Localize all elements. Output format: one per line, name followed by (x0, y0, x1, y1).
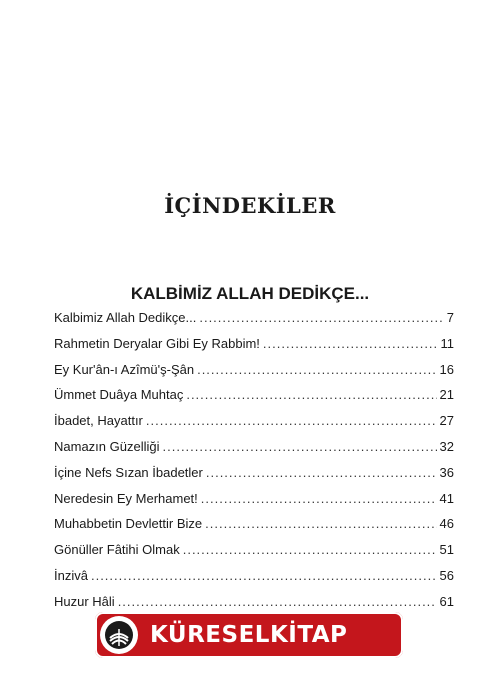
dot-leader (197, 362, 436, 377)
dot-leader (186, 387, 436, 402)
dot-leader (199, 310, 443, 325)
toc-entry-page: 46 (439, 516, 454, 532)
toc-entry-page: 51 (439, 542, 454, 558)
dot-leader (201, 491, 437, 506)
toc-entry-page: 61 (439, 593, 454, 609)
toc-entry-page: 27 (439, 413, 454, 429)
page-title: İÇİNDEKİLER (164, 193, 336, 218)
dot-leader (146, 413, 437, 428)
globe-book-icon (100, 616, 138, 654)
toc-entry-page: 36 (439, 464, 454, 480)
toc-entry-title: Rahmetin Deryalar Gibi Ey Rabbim! (54, 335, 260, 351)
toc-entry-title: Gönüller Fâtihi Olmak (54, 542, 180, 558)
toc-entry-title: İçine Nefs Sızan İbadetler (54, 464, 203, 480)
toc-entry (54, 387, 454, 413)
toc-entry (54, 465, 454, 491)
toc-entry-title: Ey Kur'ân-ı Azîmü'ş-Şân (54, 361, 195, 377)
toc-entry (54, 310, 454, 336)
toc-entry-page: 16 (439, 361, 454, 377)
dot-leader (206, 465, 437, 480)
toc-entry-page: 7 (446, 310, 454, 325)
toc-entry-page: 56 (439, 567, 454, 583)
toc-entry (54, 362, 454, 388)
section-heading: KALBİMİZ ALLAH DEDİKÇE... (130, 284, 370, 303)
dot-leader (91, 568, 437, 583)
toc-entry-title: Neredesin Ey Merhamet! (54, 490, 198, 506)
toc-entry (54, 568, 454, 594)
dot-leader (183, 542, 437, 557)
toc-entry-title: Ümmet Duâya Muhtaç (54, 387, 184, 403)
dot-leader (118, 594, 437, 609)
table-of-contents (54, 310, 454, 620)
toc-entry (54, 336, 454, 362)
dot-leader (263, 336, 438, 351)
toc-entry-title: Huzur Hâli (54, 593, 115, 609)
toc-entry-title: Namazın Güzelliği (54, 438, 160, 454)
publisher-name: KÜRESELKİTAP (150, 622, 348, 648)
toc-entry (54, 439, 454, 465)
toc-entry (54, 413, 454, 439)
publisher-logo (95, 612, 403, 658)
toc-entry-title: İnzivâ (54, 567, 88, 583)
toc-entry (54, 516, 454, 542)
toc-entry-page: 32 (439, 438, 454, 454)
toc-entry-page: 11 (440, 335, 454, 351)
toc-entry-title: Muhabbetin Devlettir Bize (54, 516, 203, 532)
toc-entry-page: 41 (439, 490, 454, 506)
toc-entry-title: Kalbimiz Allah Dedikçe... (54, 310, 197, 325)
toc-entry-page: 21 (439, 387, 454, 403)
toc-entry (54, 491, 454, 517)
dot-leader (163, 439, 437, 454)
dot-leader (205, 516, 436, 531)
toc-entry-title: İbadet, Hayattır (54, 413, 143, 429)
toc-entry (54, 542, 454, 568)
